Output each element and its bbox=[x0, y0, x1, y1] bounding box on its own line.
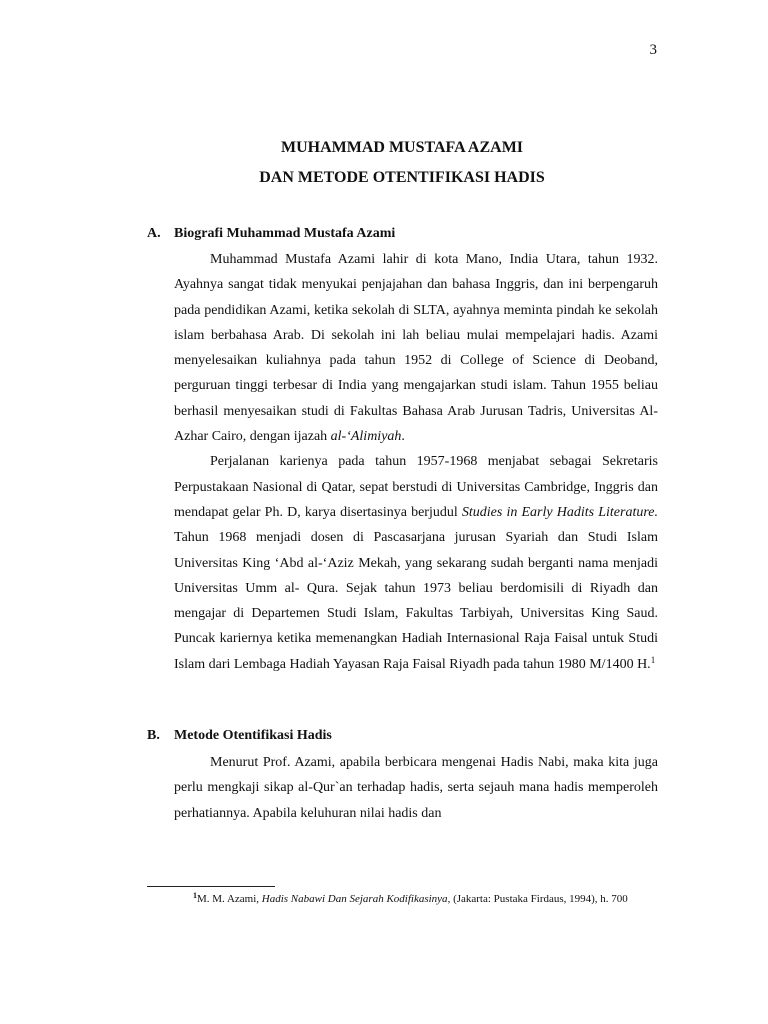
section-b-letter: B. bbox=[147, 728, 160, 743]
section-a-p1-end: . bbox=[401, 429, 405, 445]
section-a-letter: A. bbox=[147, 226, 161, 241]
section-a-p2-text-1: Perjalanan karienya pada tahun 1957-1968 menjabat sebagai Sekretaris Perpustakaan Nasional di Qatar, sepat berstudi di Universitas Cambridge, Inggris dan mendapat gelar Ph. D, karya disertasinya berjudul bbox=[174, 454, 658, 520]
section-a-paragraph-1 bbox=[174, 247, 658, 449]
footnote-number: 1 bbox=[193, 891, 197, 900]
section-a-p1-italic: al-‘Alimiyah bbox=[330, 429, 402, 445]
section-a-title: Biografi Muhammad Mustafa Azami bbox=[174, 226, 396, 241]
title-line-2: DAN METODE OTENTIFIKASI HADIS bbox=[259, 169, 545, 186]
section-b-title: Metode Otentifikasi Hadis bbox=[174, 728, 332, 743]
section-a-p2-text-2: Tahun 1968 menjadi dosen di Pascasarjana jurusan Syariah dan Studi Islam Universitas King ‘Abd al-‘Aziz Mekah, yang sekarang sudah berganti nama menjadi Universitas Umm al- Qura. Sejak tahun 1973 beliau berdomisili di Riyadh dan mengajar di Departemen Studi Islam, Fakultas Tarbiyah, Universitas King Saud. Puncak kariernya ketika memenangkan Hadiah Internasional Raja Faisal untuk Studi Islam dari Lembaga Hadiah Yayasan Raja Faisal Riyadh pada tahun 1980 M/1400 H. bbox=[174, 530, 658, 672]
section-a-heading bbox=[147, 226, 395, 242]
section-a-body bbox=[174, 247, 658, 677]
footnote bbox=[147, 891, 658, 907]
footnote-text-2: , (Jakarta: Pustaka Firdaus, 1994), h. 700 bbox=[447, 893, 628, 905]
footnote-divider bbox=[147, 886, 275, 887]
section-a-paragraph-2 bbox=[174, 449, 658, 677]
section-a-p1-text: Muhammad Mustafa Azami lahir di kota Mano, India Utara, tahun 1932. Ayahnya sangat tidak menyukai penjajahan dan bahasa Inggris, dan ini berpengaruh pada pendidikan Azami, ketika sekolah di SLTA, ayahnya meminta pindah ke sekolah islam berbahasa Arab. Di sekolah ini lah beliau mulai mempelajari hadis. Azami menyelesaikan kuliahnya pada tahun 1952 di College of Science di Deoband, perguruan tinggi terbesar di India yang mengajarkan studi islam. Tahun 1955 beliau berhasil menyesaikan studi di Fakultas Bahasa Arab Jurusan Tadris, Universitas Al-Azhar Cairo, dengan ijazah bbox=[174, 252, 658, 445]
section-b-heading bbox=[147, 728, 332, 744]
footnote-italic: Hadis Nabawi Dan Sejarah Kodifikasinya bbox=[261, 893, 448, 905]
footnote-text-1: M. M. Azami, bbox=[197, 893, 262, 905]
section-a-p2-italic: Studies in Early Hadits Literature. bbox=[461, 504, 658, 520]
page-number: 3 bbox=[649, 42, 657, 58]
title-line-1: MUHAMMAD MUSTAFA AZAMI bbox=[280, 139, 524, 156]
section-b-paragraph-1: Menurut Prof. Azami, apabila berbicara mengenai Hadis Nabi, maka kita juga perlu mengkaji sikap al-Qur`an terhadap hadis, serta sejauh mana hadis memperoleh perhatiannya. Apabila keluhuran nilai hadis dan bbox=[174, 755, 658, 821]
section-b-body bbox=[174, 750, 658, 826]
footnote-ref[interactable]: 1 bbox=[650, 654, 656, 665]
